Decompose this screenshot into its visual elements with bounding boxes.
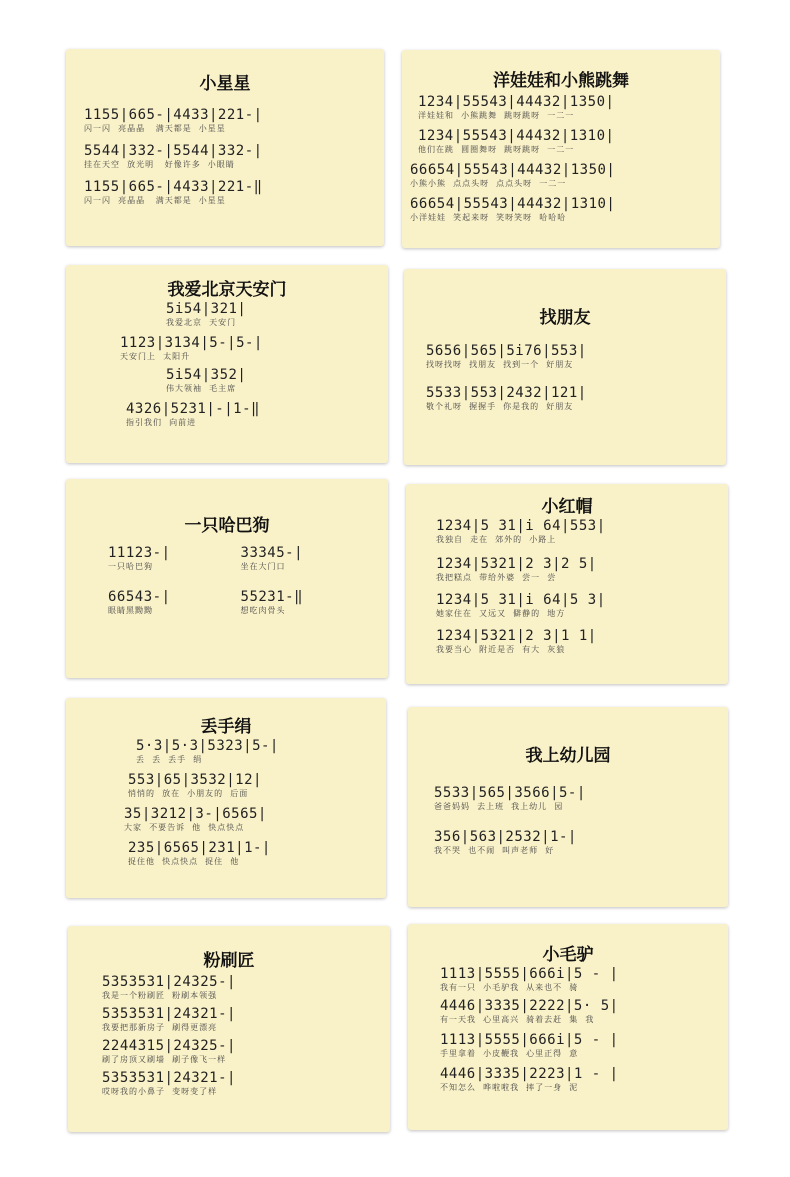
lyrics-line: 我把糕点 带给外婆 尝一 尝 bbox=[436, 573, 557, 582]
lyrics-line: 小洋娃娃 笑起来呀 笑呀笑呀 哈哈哈 bbox=[410, 213, 567, 222]
song-card-habagou bbox=[66, 479, 388, 678]
song-title: 小红帽 bbox=[541, 497, 593, 517]
song-title: 小毛驴 bbox=[542, 945, 594, 965]
notation-line: 1155|665-|4433|221-| bbox=[84, 107, 263, 123]
notation-line: 4326|5231|-|1-‖ bbox=[126, 401, 260, 417]
lyrics-line: 她家住在 又远又 僻静的 地方 bbox=[436, 609, 566, 618]
notation-line: 1155|665-|4433|221-‖ bbox=[84, 179, 263, 195]
lyrics-line: 一只哈巴狗 bbox=[108, 562, 153, 571]
song-card-diushoujuan bbox=[66, 698, 386, 898]
song-title: 我上幼儿园 bbox=[525, 746, 611, 766]
notation-line: 553|65|3532|12| bbox=[128, 772, 262, 788]
lyrics-line: 眼睛黑黝黝 bbox=[108, 606, 153, 615]
song-title: 粉刷匠 bbox=[203, 951, 255, 971]
song-card-xiaomaolv bbox=[408, 924, 728, 1130]
notation-line: 11123-| bbox=[108, 545, 171, 561]
notation-line: 4446|3335|2222|5· 5| bbox=[440, 998, 619, 1014]
song-title: 洋娃娃和小熊跳舞 bbox=[493, 71, 629, 91]
notation-line: 235|6565|231|1-| bbox=[128, 840, 271, 856]
notation-line: 66654|55543|44432|1350| bbox=[410, 162, 616, 178]
notation-line: 33345-| bbox=[240, 545, 304, 561]
song-card-yangwawa bbox=[402, 50, 720, 248]
lyrics-line: 敬个礼呀 握握手 你是我的 好朋友 bbox=[426, 402, 574, 411]
lyrics-line: 我要把那新房子 刷得更漂亮 bbox=[102, 1023, 218, 1032]
notation-line: 1123|3134|5-|5-| bbox=[120, 335, 263, 351]
song-title: 找朋友 bbox=[539, 308, 591, 328]
notation-line: 5i54|352| bbox=[166, 367, 247, 383]
lyrics-line: 爸爸妈妈 去上班 我上幼儿 园 bbox=[434, 802, 564, 811]
lyrics-line: 刷了房顶又刷墙 刷子像飞一样 bbox=[102, 1055, 227, 1064]
lyrics-line: 大家 不要告诉 他 快点快点 bbox=[124, 823, 245, 832]
notation-line: 1113|5555|666i|5 - | bbox=[440, 1032, 619, 1048]
song-title: 一只哈巴狗 bbox=[184, 516, 270, 536]
lyrics-line: 捉住他 快点快点 捉住 他 bbox=[128, 857, 240, 866]
lyrics-line: 我独自 走在 郊外的 小路上 bbox=[436, 535, 557, 544]
lyrics-line: 我爱北京 天安门 bbox=[166, 318, 237, 327]
lyrics-line: 不知怎么 哗啦啦我 摔了一身 泥 bbox=[440, 1083, 579, 1092]
notation-line: 1234|5 31|i 64|553| bbox=[436, 518, 606, 534]
notation-line: 66654|55543|44432|1310| bbox=[410, 196, 616, 212]
notation-line: 1234|5321|2 3|1 1| bbox=[436, 628, 597, 644]
lyrics-line: 悄悄的 放在 小朋友的 后面 bbox=[128, 789, 249, 798]
song-card-tiananmen bbox=[66, 265, 388, 463]
lyrics-line: 闪一闪 亮晶晶 满天都是 小星星 bbox=[84, 196, 226, 205]
notation-line: 5353531|24325-| bbox=[102, 974, 236, 990]
notation-line: 1234|55543|44432|1310| bbox=[418, 128, 615, 144]
notation-line: 4446|3335|2223|1 - | bbox=[440, 1066, 619, 1082]
song-card-zhaopengyou bbox=[404, 269, 726, 465]
lyrics-line: 挂在天空 放光明 好像许多 小眼睛 bbox=[84, 160, 235, 169]
lyrics-line: 找呀找呀 找朋友 找到一个 好朋友 bbox=[426, 360, 574, 369]
notation-line: 5353531|24321-| bbox=[102, 1070, 236, 1086]
lyrics-line: 洋娃娃和 小熊跳舞 跳呀跳呀 一二一 bbox=[418, 111, 575, 120]
lyrics-line: 我要当心 附近是否 有大 灰狼 bbox=[436, 645, 566, 654]
song-card-fenshuajiang bbox=[68, 926, 390, 1132]
notation-line: 5656|565|5i76|553| bbox=[426, 343, 587, 359]
lyrics-line: 坐在大门口 bbox=[240, 562, 286, 571]
notation-line: 1234|5 31|i 64|5 3| bbox=[436, 592, 606, 608]
notation-line: 1234|5321|2 3|2 5| bbox=[436, 556, 597, 572]
notation-line: 2244315|24325-| bbox=[102, 1038, 236, 1054]
notation-line: 356|563|2532|1-| bbox=[434, 829, 577, 845]
notation-line: 5353531|24321-| bbox=[102, 1006, 236, 1022]
lyrics-line: 手里拿着 小皮鞭我 心里正得 意 bbox=[440, 1049, 579, 1058]
lyrics-line: 天安门上 太阳升 bbox=[120, 352, 191, 361]
notation-line: 1234|55543|44432|1350| bbox=[418, 94, 615, 110]
notation-line: 55231-‖ bbox=[240, 589, 304, 605]
song-card-xiaohongmao bbox=[406, 484, 728, 684]
lyrics-line: 闪一闪 亮晶晶 满天都是 小星星 bbox=[84, 124, 226, 133]
song-title: 小星星 bbox=[199, 74, 251, 94]
lyrics-line: 哎呀我的小鼻子 变呀变了样 bbox=[102, 1087, 218, 1096]
notation-line: 5533|553|2432|121| bbox=[426, 385, 587, 401]
lyrics-line: 指引我们 向前进 bbox=[126, 418, 197, 427]
song-card-xiaoxingxing bbox=[66, 49, 384, 246]
lyrics-line: 丢 丢 丢手 绢 bbox=[136, 755, 203, 764]
notation-line: 1113|5555|666i|5 - | bbox=[440, 966, 619, 982]
notation-line: 5544|332-|5544|332-| bbox=[84, 143, 263, 159]
lyrics-line: 伟大领袖 毛主席 bbox=[166, 384, 237, 393]
notation-line: 66543-| bbox=[108, 589, 171, 605]
lyrics-line: 有一天我 心里高兴 骑着去赶 集 我 bbox=[440, 1015, 595, 1024]
lyrics-line: 我是一个粉刷匠 粉刷本领强 bbox=[102, 991, 218, 1000]
notation-line: 35|3212|3-|6565| bbox=[124, 806, 267, 822]
lyrics-line: 我不哭 也不闹 叫声老师 好 bbox=[434, 846, 555, 855]
song-title: 我爱北京天安门 bbox=[167, 280, 287, 300]
song-card-youeryuan bbox=[408, 707, 728, 907]
lyrics-line: 我有一只 小毛驴我 从来也不 骑 bbox=[440, 983, 579, 992]
lyrics-line: 小熊小熊 点点头呀 点点头呀 一二一 bbox=[410, 179, 567, 188]
notation-line: 5533|565|3566|5-| bbox=[434, 785, 586, 801]
lyrics-line: 想吃肉骨头 bbox=[240, 606, 286, 615]
song-title: 丢手绢 bbox=[200, 717, 252, 737]
lyrics-line: 他们在跳 圆圈舞呀 跳呀跳呀 一二一 bbox=[418, 145, 575, 154]
notation-line: 5·3|5·3|5323|5-| bbox=[136, 738, 279, 754]
notation-line: 5i54|321| bbox=[166, 301, 247, 317]
